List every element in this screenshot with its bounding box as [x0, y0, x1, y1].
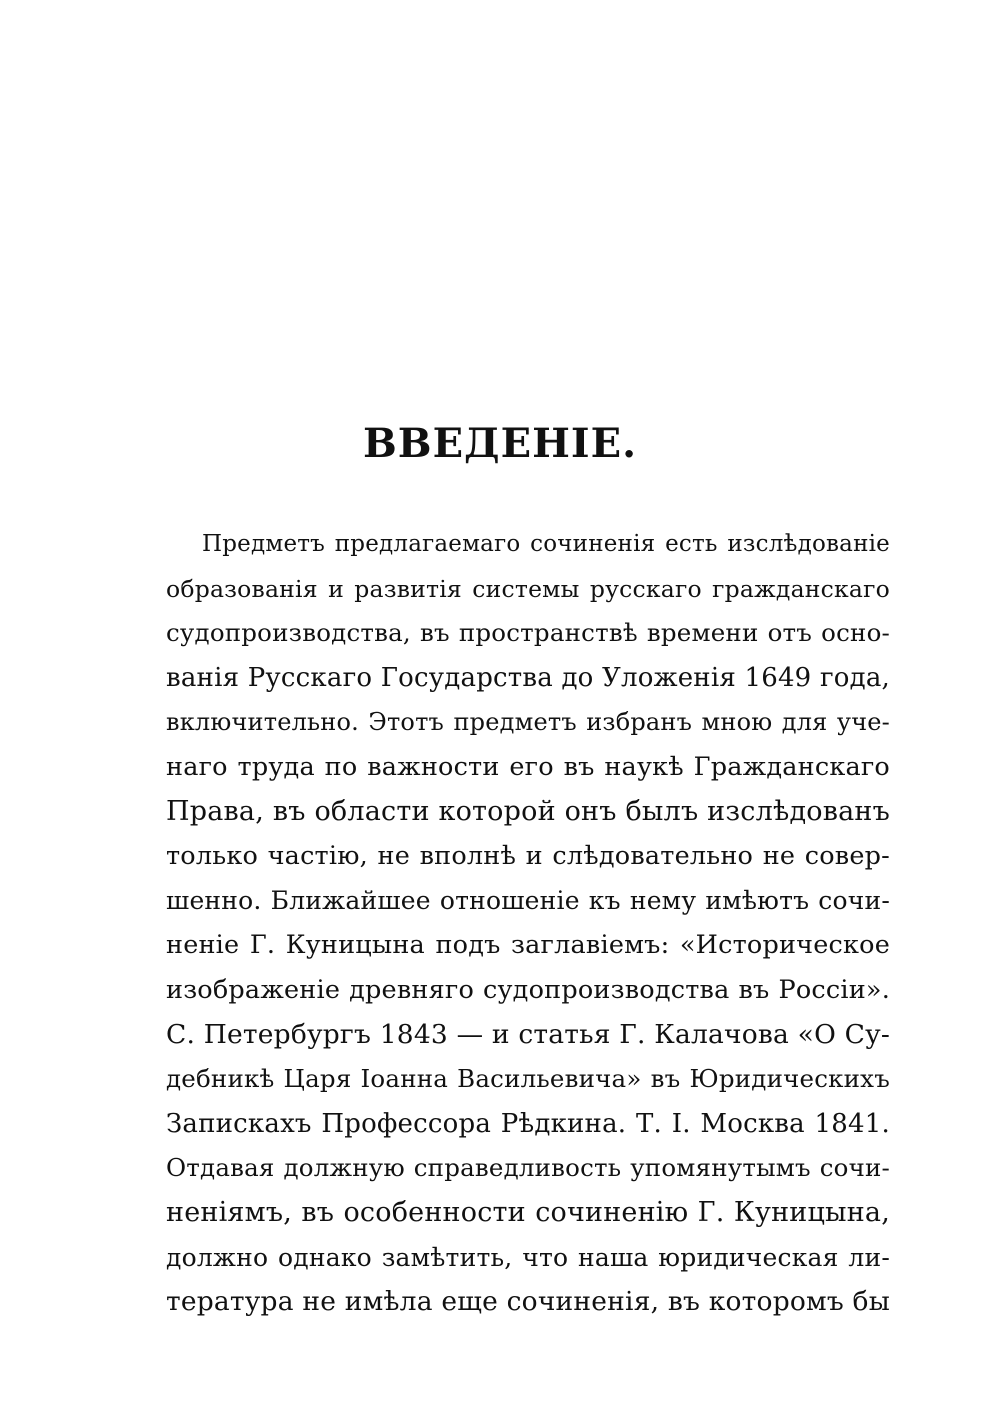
text-line: неніе Г. Куницына подъ заглавіемъ: «Историческое: [166, 930, 890, 961]
text-line: наго труда по важности его въ наукѣ Гражданскаго: [166, 751, 890, 782]
text-line: Запискахъ Профессора Рѣдкина. Т. I. Москва 1841.: [166, 1108, 890, 1139]
text-line: неніямъ, въ особенности сочиненію Г. Куницына,: [166, 1196, 890, 1228]
chapter-heading: ВВЕДЕНІЕ.: [362, 420, 638, 467]
text-line: образованія и развитія системы русскаго гражданскаго: [166, 574, 890, 603]
body-paragraph: [166, 522, 890, 1325]
text-line: Права, въ области которой онъ былъ изслѣдованъ: [166, 795, 890, 827]
text-line: шенно. Ближайшее отношеніе къ нему имѣютъ сочи-: [166, 885, 890, 915]
text-line: С. Петербургъ 1843 — и статья Г. Калачова «О Су-: [166, 1018, 891, 1050]
text-line: судопроизводства, въ пространствѣ времени отъ осно-: [166, 618, 890, 648]
text-line: только частію, не вполнѣ и слѣдовательно не совер-: [166, 841, 890, 872]
text-line: изображеніе древняго судопроизводства въ Россіи».: [166, 974, 890, 1005]
text-line: ванія Русскаго Государства до Уложенія 1649 года,: [166, 662, 890, 693]
text-line: Предметъ предлагаемаго сочиненія есть изслѣдованіе: [202, 531, 890, 557]
text-line: Отдавая должную справедливость упомянутымъ сочи-: [166, 1153, 890, 1183]
text-line: включительно. Этотъ предметъ избранъ мною для уче-: [166, 708, 890, 737]
text-line: тература не имѣла еще сочиненія, въ которомъ бы: [166, 1286, 890, 1318]
text-line: дебникѣ Царя Іоанна Васильевича» въ Юридическихъ: [166, 1064, 890, 1094]
text-line: должно однако замѣтить, что наша юридическая ли-: [166, 1242, 890, 1272]
